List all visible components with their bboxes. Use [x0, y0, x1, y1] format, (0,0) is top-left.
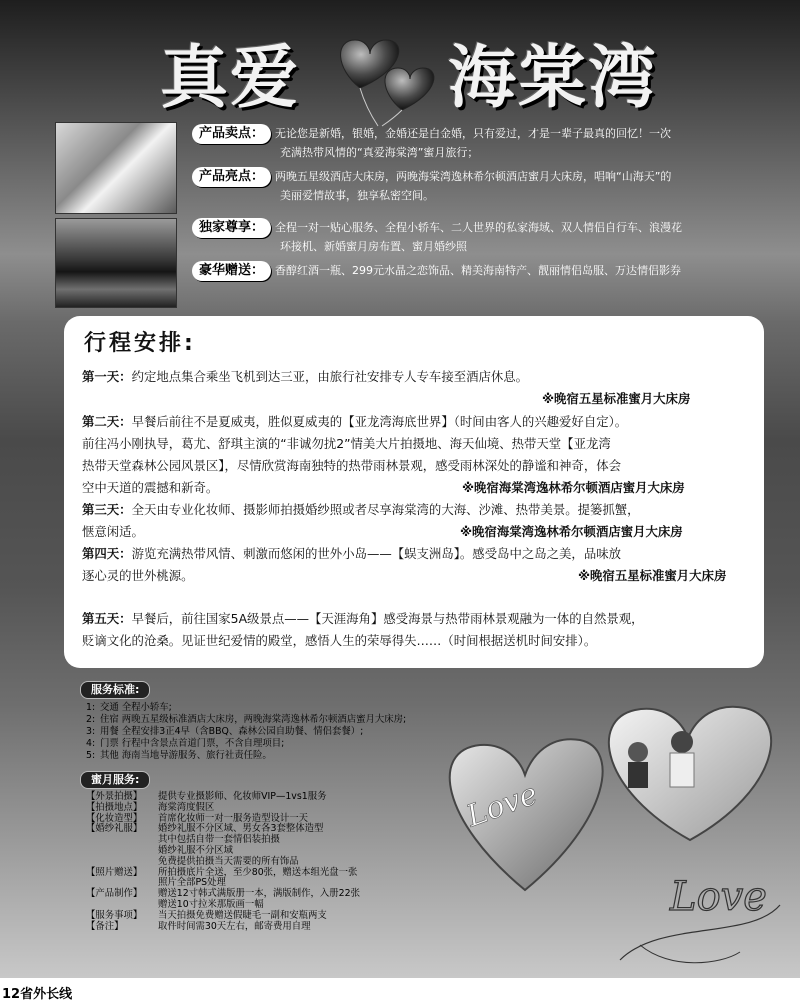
- honeymoon-key: 【备注】: [86, 920, 124, 932]
- day-label: 第四天：: [82, 546, 132, 561]
- day2-line3: 热带天堂森林公园风景区】，尽情欣赏海南独特的热带雨林景观，感受雨林深处的静谧和神奇，体会: [82, 458, 621, 473]
- service-item: 3: 用餐 全程安排3正4早（含BBQ、森林公园自助餐、情侣套餐）;: [86, 726, 364, 737]
- honeymoon-value: 提供专业摄影师、化妆师VIP—1vs1服务: [158, 791, 327, 802]
- day-label: 第二天：: [82, 414, 132, 429]
- wedding-couple-photo: [55, 122, 177, 214]
- love-script-1: Love: [461, 776, 543, 835]
- day2-stay: ※晚宿海棠湾逸林希尔顿酒店蜜月大床房: [462, 480, 685, 495]
- itinerary-panel: [64, 316, 764, 668]
- heart-balloons-icon: [330, 18, 440, 128]
- feature-text: 无论您是新婚，银婚，金婚还是白金婚，只有爱过，才是一辈子最真的回忆！一次: [275, 127, 672, 140]
- honeymoon-value: 首席化妆师一对一服务造型设计一天: [158, 812, 309, 824]
- day5: [82, 608, 752, 630]
- day2: [82, 411, 752, 433]
- day1: [82, 366, 752, 388]
- honeymoon-value: 海棠湾度假区: [158, 801, 215, 813]
- honeymoon-value: 婚纱礼服不分区域: [158, 845, 234, 856]
- honeymoon-value: 取件时间需30天左右，邮寄费用自理: [158, 920, 311, 932]
- feature-label: 产品卖点：: [192, 124, 271, 144]
- day3: [82, 499, 752, 521]
- day-text: 早餐后前往不是夏威夷，胜似夏威夷的【亚龙湾海底世界】（时间由客人的兴趣爱好自定）。: [131, 414, 628, 429]
- day3-stay: ※晚宿海棠湾逸林希尔顿酒店蜜月大床房: [460, 524, 683, 539]
- day4-stay: ※晚宿五星标准蜜月大床房: [578, 568, 727, 583]
- day-label: 第三天：: [82, 502, 132, 517]
- day2-line2: 前往冯小刚执导，葛尤、舒琪主演的“非诚勿扰2”情美大片拍摄地、海天仙境、热带天堂【亚龙湾: [82, 436, 611, 451]
- day2-line4: 空中天道的震撼和新奇。: [82, 480, 219, 495]
- day-text: 游览充满热带风情、刺激而悠闲的世外小岛——【蜈支洲岛】。感受岛中之岛之美，品味放: [131, 546, 621, 561]
- feature-label: 产品亮点：: [192, 167, 271, 187]
- feature-text-cont: 美丽爱情故事，独享私密空间。: [280, 189, 434, 202]
- day1-stay: ※晚宿五星标准蜜月大床房: [542, 391, 691, 406]
- honeymoon-service-tag: 蜜月服务:: [80, 771, 150, 789]
- honeymoon-value: 其中包括自带一套情侣装拍摄: [158, 834, 280, 846]
- honeymoon-key: 【外景拍摄】: [86, 791, 143, 802]
- feature-text: 香醇红酒一瓶、299元水晶之恋饰品、精美海南特产、靓丽情侣岛服、万达情侣影券: [275, 264, 682, 277]
- feature-exclusive: [192, 218, 752, 256]
- honeymoon-value: 当天拍摄免费赠送假睫毛一副和安瓶两支: [158, 909, 327, 921]
- feature-text-cont: 充满热带风情的“真爱海棠湾”蜜月旅行；: [280, 146, 479, 159]
- honeymoon-value: 照片全部PS处理: [158, 877, 226, 889]
- feature-label: 独家尊享：: [192, 218, 271, 238]
- day4: [82, 543, 752, 565]
- day3-line2: 惬意闲适。: [82, 524, 144, 539]
- love-hearts-decoration: [420, 690, 800, 978]
- feature-gifts: [192, 261, 752, 281]
- honeymoon-value: 免费提供拍摄当天需要的所有饰品: [158, 855, 299, 867]
- feature-text: 两晚五星级酒店大床房，两晚海棠湾逸林希尔顿酒店蜜月大床房，唱响“山海天”的: [275, 170, 672, 183]
- honeymoon-value: 所拍摄底片全送，至少80张，赠送本组光盘一张: [158, 866, 358, 878]
- day-text: 约定地点集合乘坐飞机到达三亚，由旅行社安排专人专车接至酒店休息。: [131, 369, 529, 384]
- feature-text-cont: 环接机、新婚蜜月房布置、蜜月婚纱照: [280, 240, 467, 253]
- day-text: 全天由专业化妆师、摄影师拍摄婚纱照或者尽享海棠湾的大海、沙滩、热带美景。提篓抓蟹，: [131, 502, 640, 517]
- honeymoon-key: 【照片赠送】: [86, 866, 143, 878]
- honeymoon-key: 【化妆造型】: [86, 812, 143, 824]
- service-item: 4: 门票 行程中含景点首道门票，不含自理项目;: [86, 738, 285, 749]
- day-label: 第一天：: [82, 369, 132, 384]
- honeymoon-value: 赠送10寸拉米那版画一幅: [158, 899, 264, 910]
- title-part1: 真爱: [160, 38, 301, 118]
- honeymoon-key: 【产品制作】: [86, 888, 143, 900]
- service-item: 5: 其他 海南当地导游服务、旅行社责任险。: [86, 750, 272, 761]
- honeymoon-key: 【婚纱礼服】: [86, 823, 143, 835]
- service-standard-tag: 服务标准:: [80, 681, 150, 699]
- honeymoon-value: 赠送12寸韩式满版册一本，满版制作，入册22张: [158, 888, 360, 900]
- honeymoon-value: 婚纱礼服不分区域、男女各3套整体造型: [158, 823, 324, 835]
- service-item: 1: 交通 全程小轿车;: [86, 702, 172, 713]
- honeymoon-key: 【拍摄地点】: [86, 801, 143, 813]
- feature-selling-point: [192, 124, 752, 162]
- love-script-2: Love: [670, 874, 767, 920]
- title-part2: 海棠湾: [448, 38, 659, 118]
- feature-label: 豪华赠送：: [192, 261, 271, 281]
- page-footer: 12省外长线: [2, 987, 73, 1002]
- honeymoon-row: [86, 922, 311, 933]
- day4-line2: 逐心灵的世外桃源。: [82, 568, 194, 583]
- service-item: 2: 住宿 两晚五星级标准酒店大床房，两晚海棠湾逸林希尔顿酒店蜜月大床房;: [86, 714, 407, 725]
- day-label: 第五天：: [82, 611, 132, 626]
- feature-highlight: [192, 167, 752, 205]
- day-text: 早餐后，前往国家5A级景点——【天涯海角】感受海景与热带雨林景观融为一体的自然景观，: [131, 611, 644, 626]
- itinerary-heading: 行程安排:: [84, 331, 196, 356]
- day5-line2: 贬谪文化的沧桑。见证世纪爱情的殿堂，感悟人生的荣辱得失……（时间根据送机时间安排）。: [82, 633, 597, 648]
- resort-night-photo: [55, 218, 177, 308]
- feature-text: 全程一对一贴心服务、全程小轿车、二人世界的私家海域、双人情侣自行车、浪漫花: [275, 221, 683, 234]
- honeymoon-key: 【服务事项】: [86, 909, 143, 921]
